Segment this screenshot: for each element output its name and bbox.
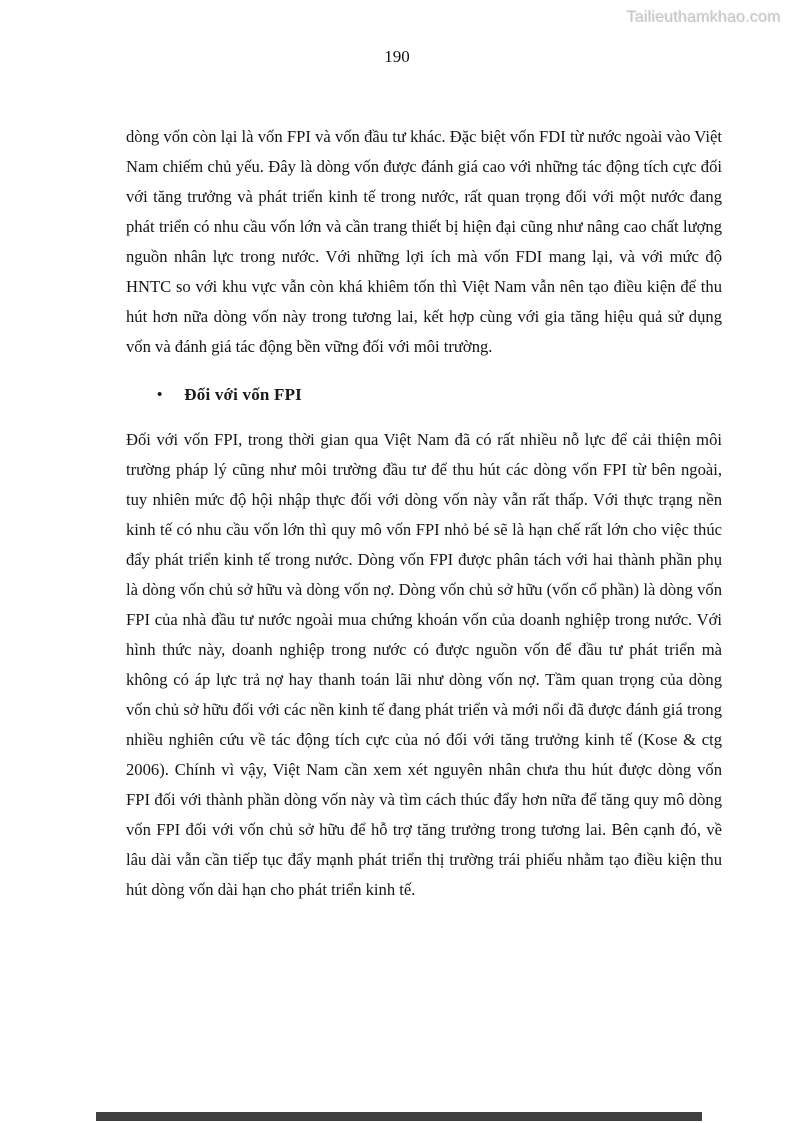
bullet-heading [126,380,722,411]
page-content [126,122,722,905]
bullet-heading-label: Đối với vốn FPI [184,385,302,404]
redacted-footer-bar [96,1112,702,1121]
page-number: 190 [384,47,410,66]
site-watermark: Tailieuthamkhao.com [626,9,781,26]
bullet-icon: • [157,387,163,403]
paragraph-fdi: dòng vốn còn lại là vốn FPI và vốn đầu tư khác. Đặc biệt vốn FDI từ nước ngoài vào Việt Nam chiếm chủ yếu. Đây là dòng vốn được đánh giá cao với những tác động tích cực đối với tăng trưởng và phát triển kinh tế trong nước, rất quan trọng đối với một nước đang phát triển có nhu cầu vốn lớn và cần trang thiết bị hiện đại cũng như nâng cao chất lượng nguồn nhân lực trong nước. Với những lợi ích mà vốn FDI mang lại, và với mức độ HNTC so với khu vực vẫn còn khá khiêm tốn thì Việt Nam vẫn nên tạo điều kiện để thu hút hơn nữa dòng vốn này trong tương lai, kết hợp cùng với gia tăng hiệu quả sử dụng vốn và đánh giá tác động bền vững đối với môi trường. [126,127,722,356]
paragraph-fpi: Đối với vốn FPI, trong thời gian qua Việt Nam đã có rất nhiều nỗ lực để cải thiện môi trường pháp lý cũng như môi trường đầu tư để thu hút các dòng vốn FPI từ bên ngoài, tuy nhiên mức độ hội nhập thực đối với dòng vốn này vẫn rất thấp. Với thực trạng nền kinh tế có nhu cầu vốn lớn thì quy mô vốn FPI nhỏ bé sẽ là hạn chế rất lớn cho việc thúc đẩy phát triển kinh tế trong nước. Dòng vốn FPI được phân tách với hai thành phần phụ là dòng vốn chủ sở hữu và dòng vốn nợ. Dòng vốn chủ sở hữu (vốn cổ phần) là dòng vốn FPI của nhà đầu tư nước ngoài mua chứng khoán vốn của doanh nghiệp trong nước. Với hình thức này, doanh nghiệp trong nước có được nguồn vốn để đầu tư phát triển mà không có áp lực trả nợ hay thanh toán lãi như dòng vốn nợ. Tầm quan trọng của dòng vốn chủ sở hữu đối với các nền kinh tế đang phát triển và mới nổi đã được đánh giá trong nhiều nghiên cứu về tác động tích cực của nó đối với tăng trưởng kinh tế (Kose & ctg 2006). Chính vì vậy, Việt Nam cần xem xét nguyên nhân chưa thu hút được dòng vốn FPI đối với thành phần dòng vốn này và tìm cách thúc đẩy hơn nữa để tăng quy mô dòng vốn FPI đối với vốn chủ sở hữu để hỗ trợ tăng trưởng trong tương lai. Bên cạnh đó, về lâu dài vẫn cần tiếp tục đẩy mạnh phát triển thị trường trái phiếu nhằm tạo điều kiện thu hút dòng vốn dài hạn cho phát triển kinh tế. [126,430,722,899]
